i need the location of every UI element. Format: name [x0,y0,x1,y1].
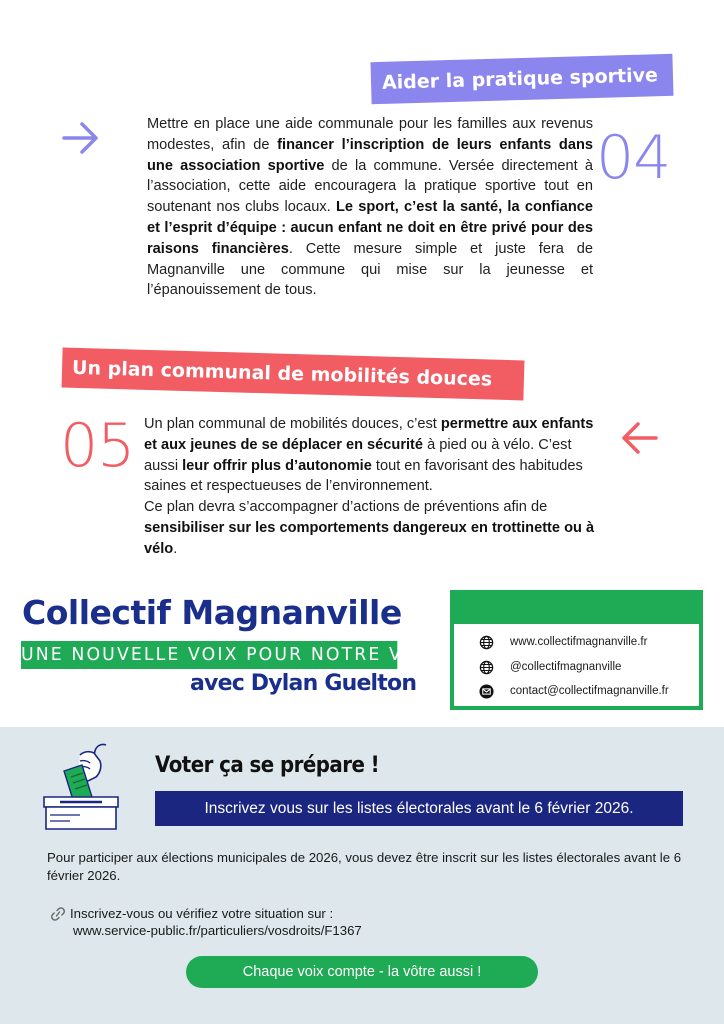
bold-segment: sensibiliser sur les comportements dangereux en trottinette ou à vélo [144,519,595,557]
text-segment: de la commune. Versée directement à l’association, cette aide encouragera la pratique sportive tout en soutenant nos clubs locaux. [147,157,593,216]
bold-segment: Le sport, c’est la santé, la confiance et l’esprit d’équipe : aucun enfant ne doit en être privé pour des raisons financières [147,199,593,257]
section4-paragraph [147,114,593,301]
bold-segment: leur offrir plus d’autonomie [182,457,372,474]
globe-icon [479,635,494,650]
contact-box [450,590,703,710]
bold-segment: permettre aux enfants et aux jeunes de se déplacer en sécurité [144,416,594,453]
contact-website[interactable]: www.collectifmagnanville.fr [510,636,648,648]
contact-email-row[interactable] [479,681,669,701]
text-segment: . [173,540,178,557]
text-segment: Mettre en place une aide communale pour les familles aux revenus modestes, afin de [147,116,593,153]
globe-icon [479,660,494,675]
contact-social-row[interactable] [479,657,621,677]
section4-title: Aider la pratique sportive [381,64,659,94]
section4-number: 04 [596,123,671,193]
vote-deadline-banner: Inscrivez vous sur les listes électorales avant le 6 février 2026. [155,791,683,826]
section5-paragraph [144,414,604,560]
vote-link-label: Inscrivez-vous ou vérifiez votre situation sur : [70,906,334,921]
section4-title-banner [370,54,673,104]
arrow-left-icon [618,418,660,458]
vote-description: Pour participer aux élections municipales de 2026, vous devez être inscrit sur les listes électorales avant le 6 février 2026. [47,850,682,883]
vote-link-url[interactable]: www.service-public.fr/particuliers/vosdroits/F1367 [73,923,362,938]
vote-title: Voter ça se prépare ! [155,753,380,778]
text-segment: Ce plan devra s’accompagner d’actions de préventions afin de [144,499,548,516]
section5-number: 05 [60,411,135,481]
brand-name: Collectif Magnanville [22,593,402,632]
text-segment: tout en favorisant des habitudes saines et respectueuses de l’environnement. [144,457,583,495]
brand-tagline: UNE NOUVELLE VOIX POUR NOTRE VILLE [21,641,397,669]
cta-banner: Chaque voix compte - la vôtre aussi ! [186,956,538,988]
contact-box-header [454,594,699,624]
text-segment: Un plan communal de mobilités douces, c’est [144,416,441,432]
link-icon [50,907,66,921]
contact-social[interactable]: @collectifmagnanville [510,661,622,673]
text-segment: à pied ou à vélo. C’est aussi [144,436,572,474]
section5-title-banner [62,348,525,401]
ballot-box-icon [40,741,122,835]
arrow-right-icon [60,118,102,158]
brand-candidate: avec Dylan Guelton [190,671,417,696]
contact-website-row[interactable] [479,632,647,652]
bold-segment: financer l’inscription de leurs enfants dans une association sportive [147,136,593,174]
section5-title: Un plan communal de mobilités douces [71,356,493,391]
text-segment: . Cette mesure simple et juste fera de Magnanville une commune qui mise sur la jeunesse et l’épanouissement de tous. [147,240,594,299]
contact-email[interactable]: contact@collectifmagnanville.fr [510,685,669,697]
mail-icon [479,684,494,699]
